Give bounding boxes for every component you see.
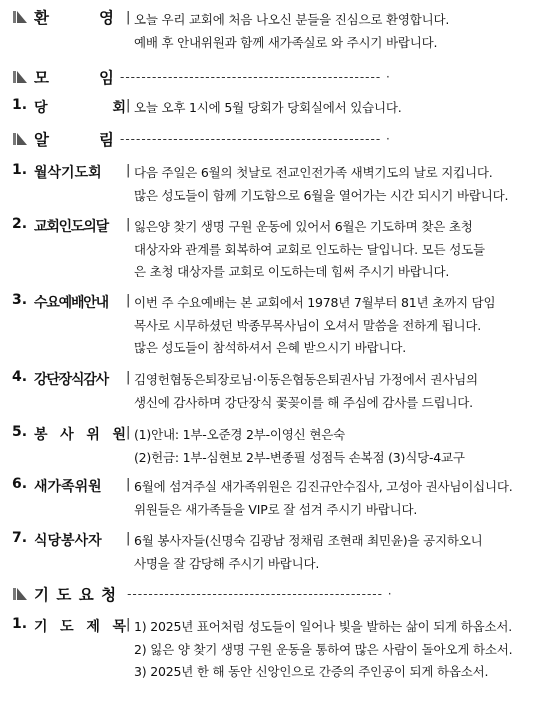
separator: | [126, 10, 131, 25]
title-char: 임 [99, 69, 114, 87]
text-line: 대상자와 관계를 회복하여 교회로 인도하는 달입니다. 모든 성도들 [134, 241, 485, 257]
separator: | [126, 163, 131, 178]
item-body [134, 424, 542, 469]
section-divider: ------------------------------------------------- · [120, 70, 391, 84]
item-label: 교회인도의달 [34, 219, 108, 235]
section-notice-title [34, 128, 114, 150]
text-line: 은 초청 대상자를 교회로 이도하는데 힘써 주시기 바랍니다. [134, 264, 450, 280]
text-line: 잃은양 찾기 생명 구원 운동에 있어서 6월은 기도하며 찾은 초청 [134, 219, 473, 234]
text-line: 2) 잃은 양 찾기 생명 구원 운동을 통하여 많은 사람이 돌아오게 하소서. [134, 641, 513, 657]
text-line: 6월에 섬겨주실 새가족위원은 김진규안수집사, 고성아 권사님이십니다. [134, 479, 513, 494]
item-label [34, 616, 126, 636]
section-marker-icon [12, 69, 28, 85]
text-line: 목사로 시무하셨던 박종무목사님이 오셔서 말씀을 전하게 됩니다. [134, 317, 482, 333]
title-char: 림 [99, 131, 114, 149]
item-number: 1. [12, 616, 28, 632]
item-number: 1. [12, 97, 28, 113]
item-number: 3. [12, 292, 28, 308]
text-line: 김영헌협동은퇴장로님·이동은협동은퇴권사님 가정에서 권사님의 [134, 372, 478, 387]
section-divider: ------------------------------------------------ · [127, 587, 393, 601]
separator: | [126, 477, 131, 492]
section-prayer-title: 기 도 요 청 [34, 586, 118, 604]
label-char: 기 [34, 619, 48, 635]
item-label [34, 97, 126, 117]
section-meeting-title [34, 66, 114, 88]
item-body [134, 216, 542, 284]
text-line: 사명을 잘 감당해 주시기 바랍니다. [134, 555, 320, 571]
text-line: 많은 성도들이 참석하셔서 은혜 받으시기 바랍니다. [134, 340, 407, 356]
separator: | [126, 98, 131, 113]
item-body [134, 369, 542, 414]
item-label: 식당봉사자 [34, 533, 102, 549]
section-divider: ------------------------------------------------- · [120, 132, 391, 146]
item-label: 새가족위원 [34, 479, 102, 495]
section-prayer-header [12, 583, 542, 605]
label-char: 위 [86, 427, 100, 443]
text-line: 많은 성도들이 함께 기도함으로 6월을 열어가는 시간 되시기 바랍니다. [134, 187, 509, 203]
item-body [134, 292, 542, 360]
text-line: 3) 2025년 한 해 동안 신앙인으로 간증의 주인공이 되게 하옵소서. [134, 664, 489, 680]
item-number: 7. [12, 530, 28, 546]
title-char: 알 [34, 131, 49, 149]
text-line: 오늘 우리 교회에 처음 나오신 분들을 진심으로 환영합니다. [134, 12, 450, 27]
title-char: 영 [99, 9, 114, 27]
text-line: 이번 주 수요예배는 본 교회에서 1978년 7월부터 81년 초까지 담임 [134, 295, 496, 310]
item-body [134, 97, 542, 120]
item-label [34, 424, 126, 444]
item-body [134, 162, 542, 207]
text-line: 예배 후 안내위원과 함께 새가족실로 와 주시기 바랍니다. [134, 34, 438, 50]
item-number: 6. [12, 476, 28, 492]
label-char: 사 [60, 427, 74, 443]
separator: | [126, 531, 131, 546]
item-label: 강단장식감사 [34, 372, 108, 388]
section-marker-icon [12, 9, 28, 25]
text-line: 오늘 오후 1시에 5월 당회가 당회실에서 있습니다. [134, 100, 402, 115]
text-line: 6월 봉사자들(신명숙 김광남 정채림 조현래 최민윤)을 공지하오니 [134, 533, 483, 548]
text-line: 다음 주일은 6월의 첫날로 전교인전가족 새벽기도의 날로 지킵니다. [134, 165, 493, 180]
item-body [134, 530, 542, 575]
item-label: 월삭기도회 [34, 165, 102, 181]
label-char: 제 [86, 619, 100, 635]
section-meeting-header [12, 66, 542, 88]
section-welcome-title [34, 6, 114, 28]
item-number: 2. [12, 216, 28, 232]
section-notice-header [12, 128, 542, 150]
label-char: 목 [112, 619, 126, 635]
section-marker-icon [12, 586, 28, 602]
label-char: 도 [60, 619, 74, 635]
item-number: 1. [12, 162, 28, 178]
separator: | [126, 425, 131, 440]
label-char: 봉 [34, 427, 48, 443]
item-body [134, 476, 542, 521]
section-marker-icon [12, 131, 28, 147]
text-line: (2)헌금: 1부-심현보 2부-변종필 성점득 손복점 (3)식당-4교구 [134, 449, 465, 465]
text-line: (1)안내: 1부-오준경 2부-이영신 현은숙 [134, 427, 345, 442]
welcome-text [134, 9, 542, 54]
item-number: 4. [12, 369, 28, 385]
label-char: 원 [112, 427, 126, 443]
item-number: 5. [12, 424, 28, 440]
label-char: 회 [112, 100, 126, 116]
separator: | [126, 370, 131, 385]
text-line: 1) 2025년 표어처럼 성도들이 일어나 빛을 발하는 삶이 되게 하옵소서. [134, 619, 513, 634]
text-line: 생신에 감사하며 강단장식 꽃꽂이를 해 주심에 감사를 드립니다. [134, 394, 473, 410]
separator: | [126, 293, 131, 308]
title-char: 환 [34, 9, 49, 27]
title-char: 모 [34, 69, 49, 87]
item-body [134, 616, 542, 684]
separator: | [126, 217, 131, 232]
separator: | [126, 617, 131, 632]
label-char: 당 [34, 100, 48, 116]
text-line: 위원들은 새가족들을 VIP로 잘 섬겨 주시기 바랍니다. [134, 501, 418, 517]
item-label: 수요예배안내 [34, 295, 108, 311]
